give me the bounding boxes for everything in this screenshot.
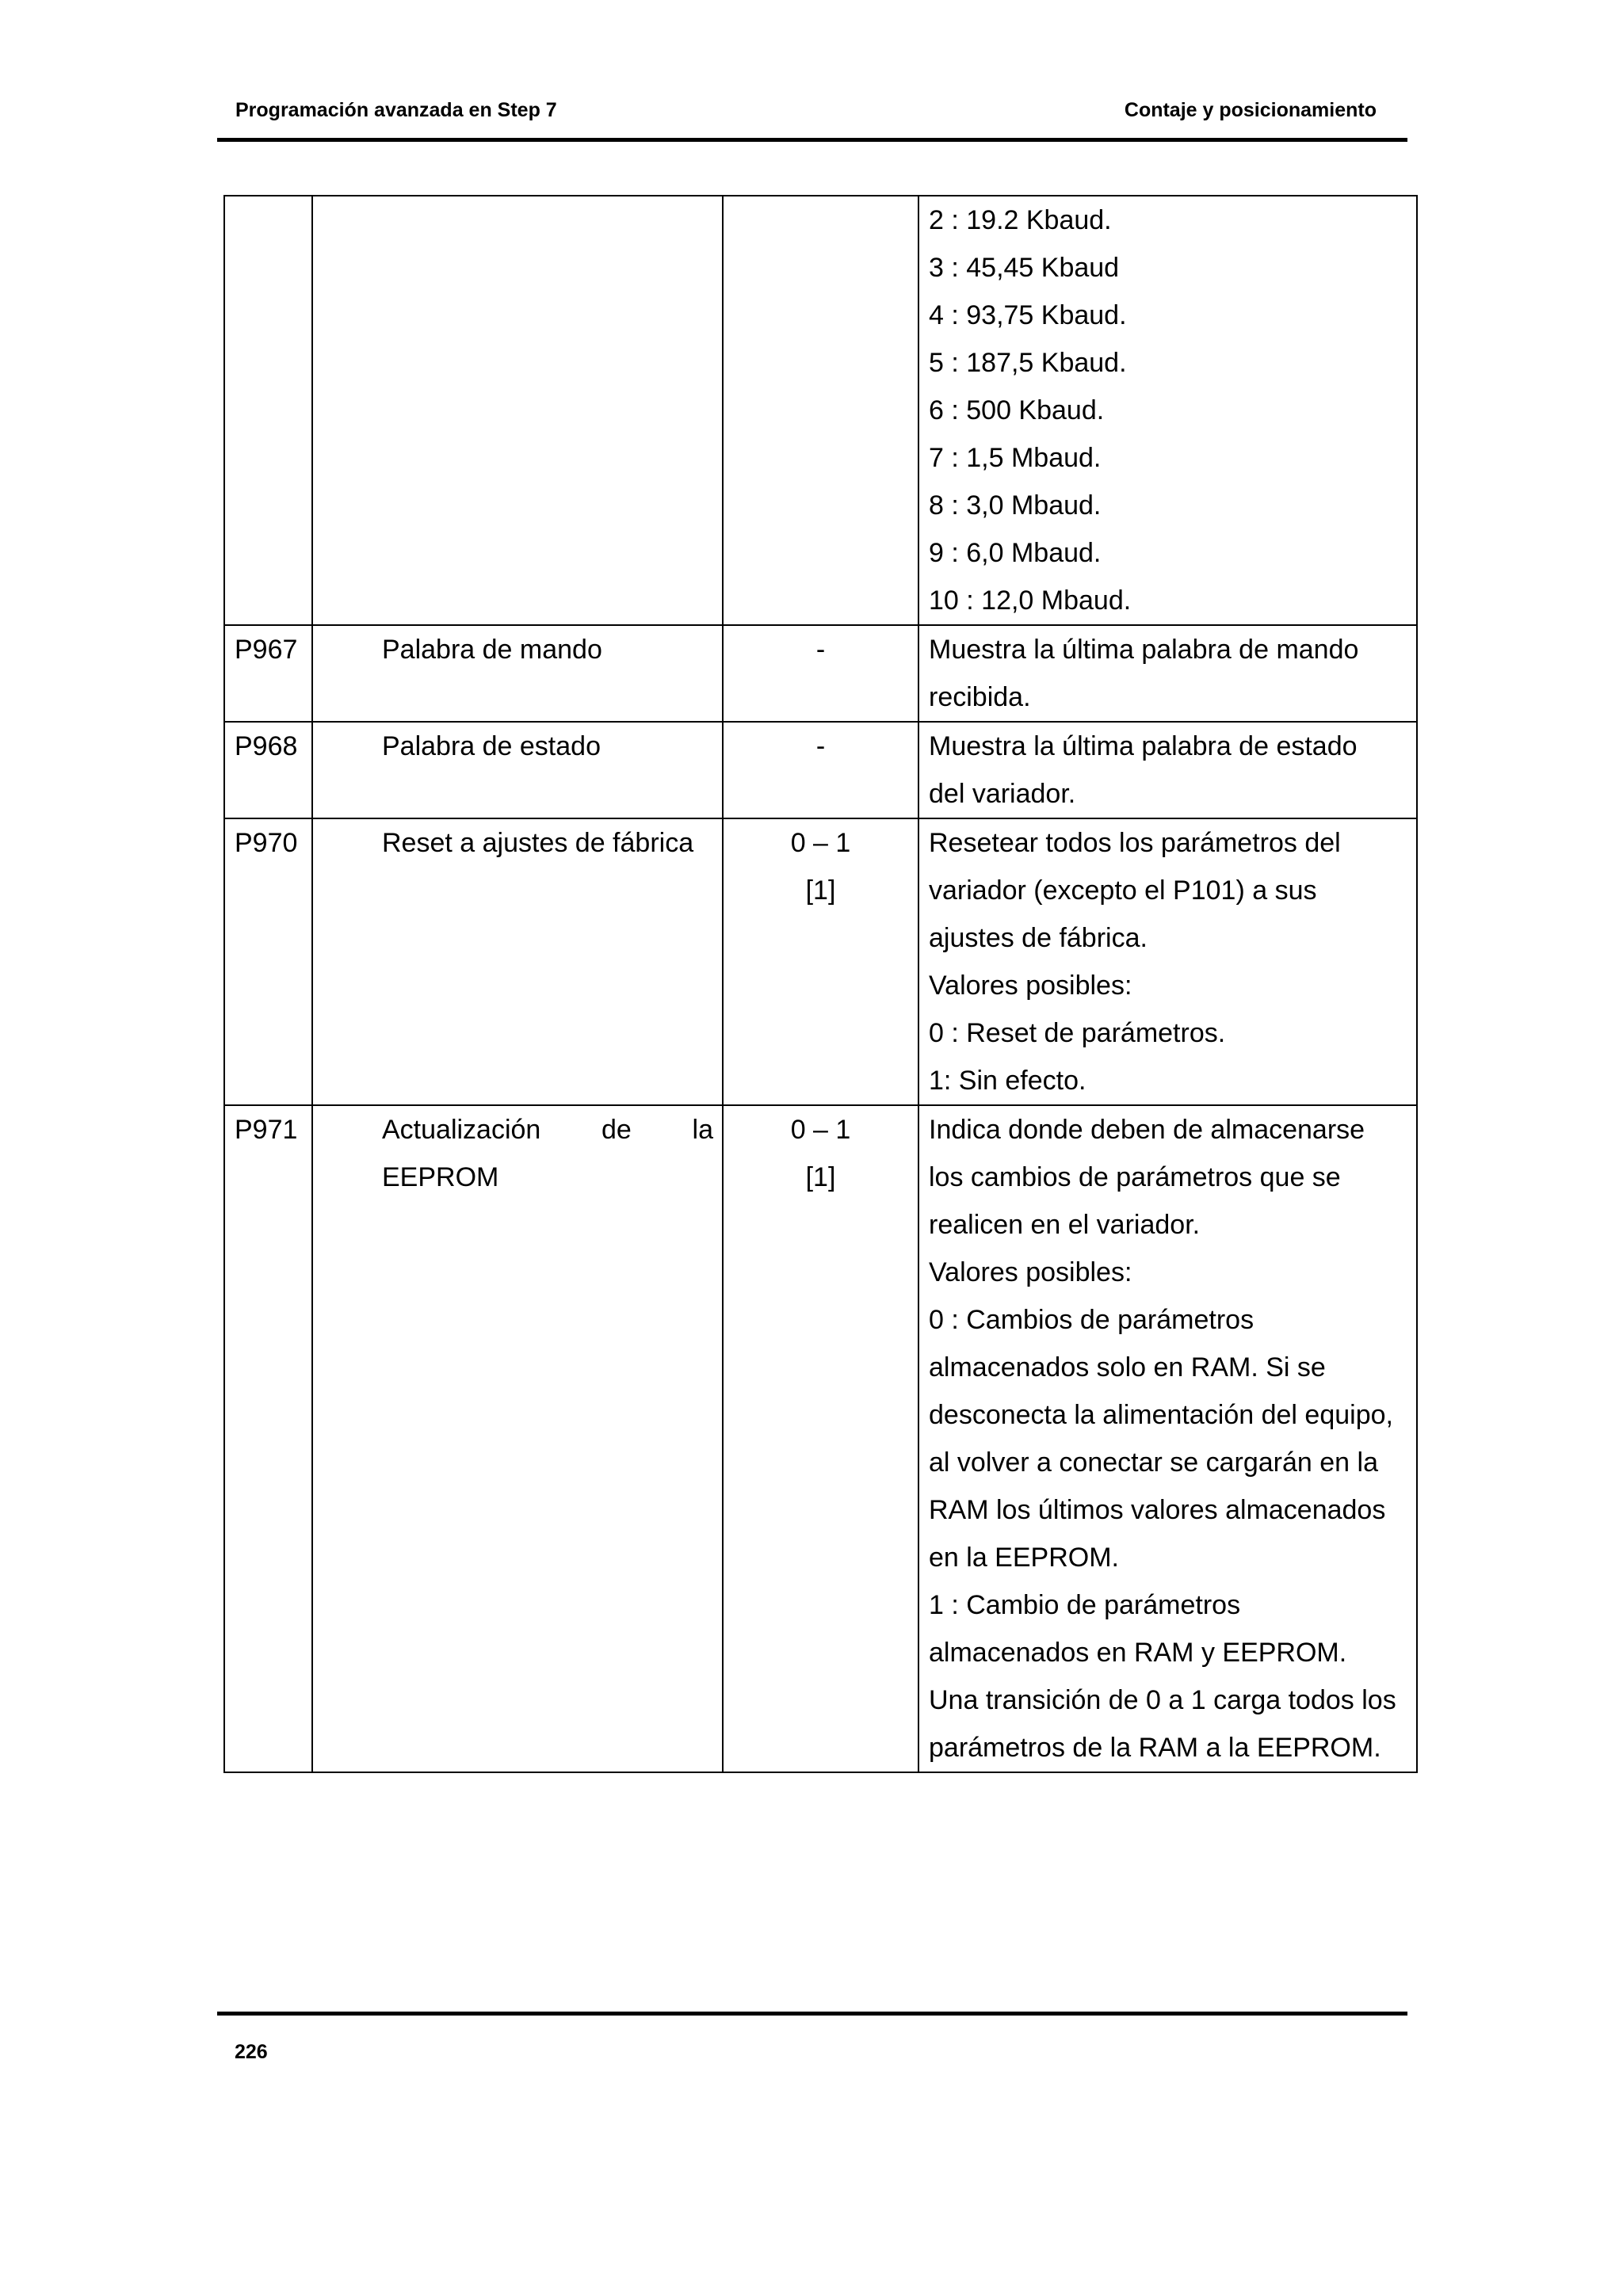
- param-default: [1]: [805, 875, 836, 906]
- table-row: [224, 196, 1417, 625]
- param-code-cell: [224, 625, 312, 722]
- param-description-cell: [918, 1105, 1417, 1772]
- description-line: 7 : 1,5 Mbaud.: [929, 443, 1102, 473]
- param-range: -: [815, 635, 826, 665]
- table-row: [224, 818, 1417, 1105]
- param-name: Palabra de mando: [382, 635, 602, 665]
- param-description-cell: [918, 625, 1417, 722]
- page-header-left: Programación avanzada en Step 7: [235, 99, 557, 121]
- description-line: recibida.: [929, 682, 1031, 712]
- table-row: [224, 722, 1417, 818]
- param-range-cell: [723, 722, 918, 818]
- description-line: en la EEPROM.: [929, 1543, 1119, 1573]
- description-line: 0 : Reset de parámetros.: [929, 1018, 1226, 1048]
- description-line: al volver a conectar se cargarán en la: [929, 1447, 1378, 1478]
- param-code-cell: [224, 818, 312, 1105]
- description-line: Resetear todos los parámetros del: [929, 828, 1341, 858]
- description-line: 1 : Cambio de parámetros: [929, 1590, 1241, 1620]
- param-description-cell: [918, 818, 1417, 1105]
- param-name-word: de: [601, 1115, 632, 1145]
- footer-rule: [217, 2012, 1407, 2016]
- param-range-cell: [723, 818, 918, 1105]
- param-code: P971: [235, 1115, 298, 1145]
- description-line: 1: Sin efecto.: [929, 1066, 1086, 1096]
- description-line: Muestra la última palabra de estado: [929, 731, 1358, 761]
- description-line: 10 : 12,0 Mbaud.: [929, 585, 1132, 616]
- table-row: [224, 625, 1417, 722]
- param-name-cell: [312, 722, 723, 818]
- description-line: ajustes de fábrica.: [929, 923, 1148, 953]
- description-line: Valores posibles:: [929, 1257, 1132, 1287]
- description-line: desconecta la alimentación del equipo,: [929, 1400, 1393, 1430]
- param-code: P967: [235, 635, 298, 665]
- description-line: del variador.: [929, 779, 1076, 809]
- param-range: 0 – 1: [790, 828, 851, 858]
- description-line: 5 : 187,5 Kbaud.: [929, 348, 1127, 378]
- page-header-right: Contaje y posicionamiento: [1124, 99, 1377, 121]
- description-line: 4 : 93,75 Kbaud.: [929, 300, 1127, 330]
- description-line: Una transición de 0 a 1 carga todos los: [929, 1685, 1396, 1715]
- description-line: Muestra la última palabra de mando: [929, 635, 1359, 665]
- description-line: 2 : 19.2 Kbaud.: [929, 205, 1112, 235]
- param-name: Reset a ajustes de fábrica: [382, 828, 694, 858]
- param-range-cell: [723, 625, 918, 722]
- param-code-cell: [224, 196, 312, 625]
- description-line: realicen en el variador.: [929, 1210, 1201, 1240]
- param-range-cell: [723, 196, 918, 625]
- description-line: almacenados solo en RAM. Si se: [929, 1352, 1326, 1383]
- param-code-cell: [224, 1105, 312, 1772]
- description-line: variador (excepto el P101) a sus: [929, 875, 1317, 906]
- param-name-line: EEPROM: [382, 1162, 499, 1192]
- description-line: Indica donde deben de almacenarse: [929, 1115, 1365, 1145]
- description-line: Valores posibles:: [929, 971, 1132, 1001]
- param-name-word: la: [692, 1115, 713, 1145]
- param-name-line: [382, 1106, 713, 1154]
- param-default: [1]: [805, 1162, 836, 1192]
- param-description-cell: [918, 722, 1417, 818]
- table-row: [224, 1105, 1417, 1772]
- parameter-table: [223, 195, 1418, 1773]
- header-rule: [217, 138, 1407, 142]
- description-line: 8 : 3,0 Mbaud.: [929, 490, 1102, 521]
- param-range: 0 – 1: [790, 1115, 851, 1145]
- param-name: Palabra de estado: [382, 731, 601, 761]
- param-code-cell: [224, 722, 312, 818]
- param-name-word: Actualización: [382, 1115, 541, 1145]
- page-number: 226: [235, 2041, 268, 2063]
- description-line: almacenados en RAM y EEPROM.: [929, 1638, 1347, 1668]
- param-name-cell: [312, 196, 723, 625]
- description-line: 3 : 45,45 Kbaud: [929, 253, 1120, 283]
- description-line: 0 : Cambios de parámetros: [929, 1305, 1254, 1335]
- param-name-cell: [312, 818, 723, 1105]
- description-line: parámetros de la RAM a la EEPROM.: [929, 1733, 1381, 1763]
- description-line: 6 : 500 Kbaud.: [929, 395, 1105, 425]
- param-name-cell: [312, 1105, 723, 1772]
- description-line: RAM los últimos valores almacenados: [929, 1495, 1386, 1525]
- param-name-cell: [312, 625, 723, 722]
- param-range: -: [815, 731, 826, 761]
- param-range-cell: [723, 1105, 918, 1772]
- description-line: 9 : 6,0 Mbaud.: [929, 538, 1102, 568]
- param-code: P968: [235, 731, 298, 761]
- description-line: los cambios de parámetros que se: [929, 1162, 1341, 1192]
- param-code: P970: [235, 828, 298, 858]
- param-description-cell: [918, 196, 1417, 625]
